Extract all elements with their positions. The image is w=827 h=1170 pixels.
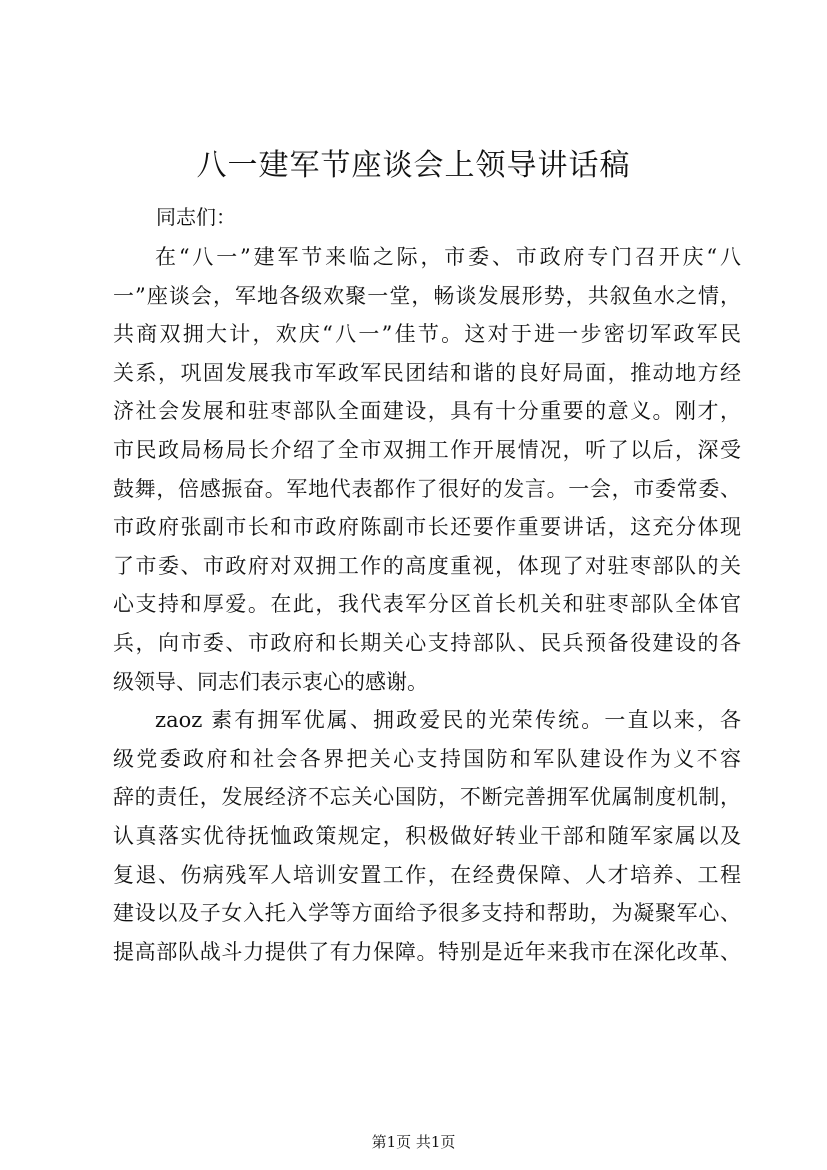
paragraph-1-line: 市民政局杨局长介绍了全市双拥工作开展情况，听了以后，深受 <box>113 437 741 462</box>
paragraph-1-line: 在“八一”建军节来临之际，市委、市政府专门召开庆“八 <box>155 245 741 269</box>
paragraph-2-line: 建设以及子女入托入学等方面给予很多支持和帮助，为凝聚军心、 <box>113 901 741 926</box>
paragraph-1-line: 鼓舞，倍感振奋。军地代表都作了很好的发言。一会，市委常委、 <box>113 476 741 501</box>
paragraph-1-line: 了市委、市政府对双拥工作的高度重视，体现了对驻枣部队的关 <box>113 553 741 578</box>
greeting-text: 同志们： <box>156 205 236 229</box>
paragraph-2-line: 辞的责任，发展经济不忘关心国防，不断完善拥军优属制度机制， <box>113 785 741 810</box>
paragraph-1-line: 兵，向市委、市政府和长期关心支持部队、民兵预备役建设的各 <box>113 630 741 655</box>
page-footer: 第1页 共1页 <box>371 1133 456 1151</box>
paragraph-2-line: zaoz 素有拥军优属、拥政爱民的光荣传统。一直以来，各 <box>155 708 741 733</box>
paragraph-2-line: 认真落实优待抚恤政策规定，积极做好转业干部和随军家属以及 <box>113 823 741 848</box>
paragraph-1-line: 心支持和厚爱。在此，我代表军分区首长机关和驻枣部队全体官 <box>113 592 741 617</box>
paragraph-1-line: 市政府张副市长和市政府陈副市长还要作重要讲话，这充分体现 <box>113 515 741 540</box>
paragraph-2-line: 提高部队战斗力提供了有力保障。特别是近年来我市在深化改革、 <box>113 939 741 964</box>
document-body <box>113 238 741 971</box>
document-title: 八一建军节座谈会上领导讲话稿 <box>196 148 631 183</box>
paragraph-1-line: 济社会发展和驻枣部队全面建设，具有十分重要的意义。刚才， <box>113 399 741 424</box>
paragraph-1-line: 共商双拥大计，欢庆“八一”佳节。这对于进一步密切军政军民 <box>113 322 741 347</box>
paragraph-1-line: 级领导、同志们表示衷心的感谢。 <box>113 669 428 694</box>
paragraph-1-line: 关系，巩固发展我市军政军民团结和谐的良好局面，推动地方经 <box>113 360 741 385</box>
paragraph-2-line: 复退、伤病残军人培训安置工作，在经费保障、人才培养、工程 <box>113 862 741 887</box>
paragraph-1-line: 一”座谈会，军地各级欢聚一堂，畅谈发展形势，共叙鱼水之情， <box>113 283 741 308</box>
paragraph-2-line: 级党委政府和社会各界把关心支持国防和军队建设作为义不容 <box>113 746 741 771</box>
